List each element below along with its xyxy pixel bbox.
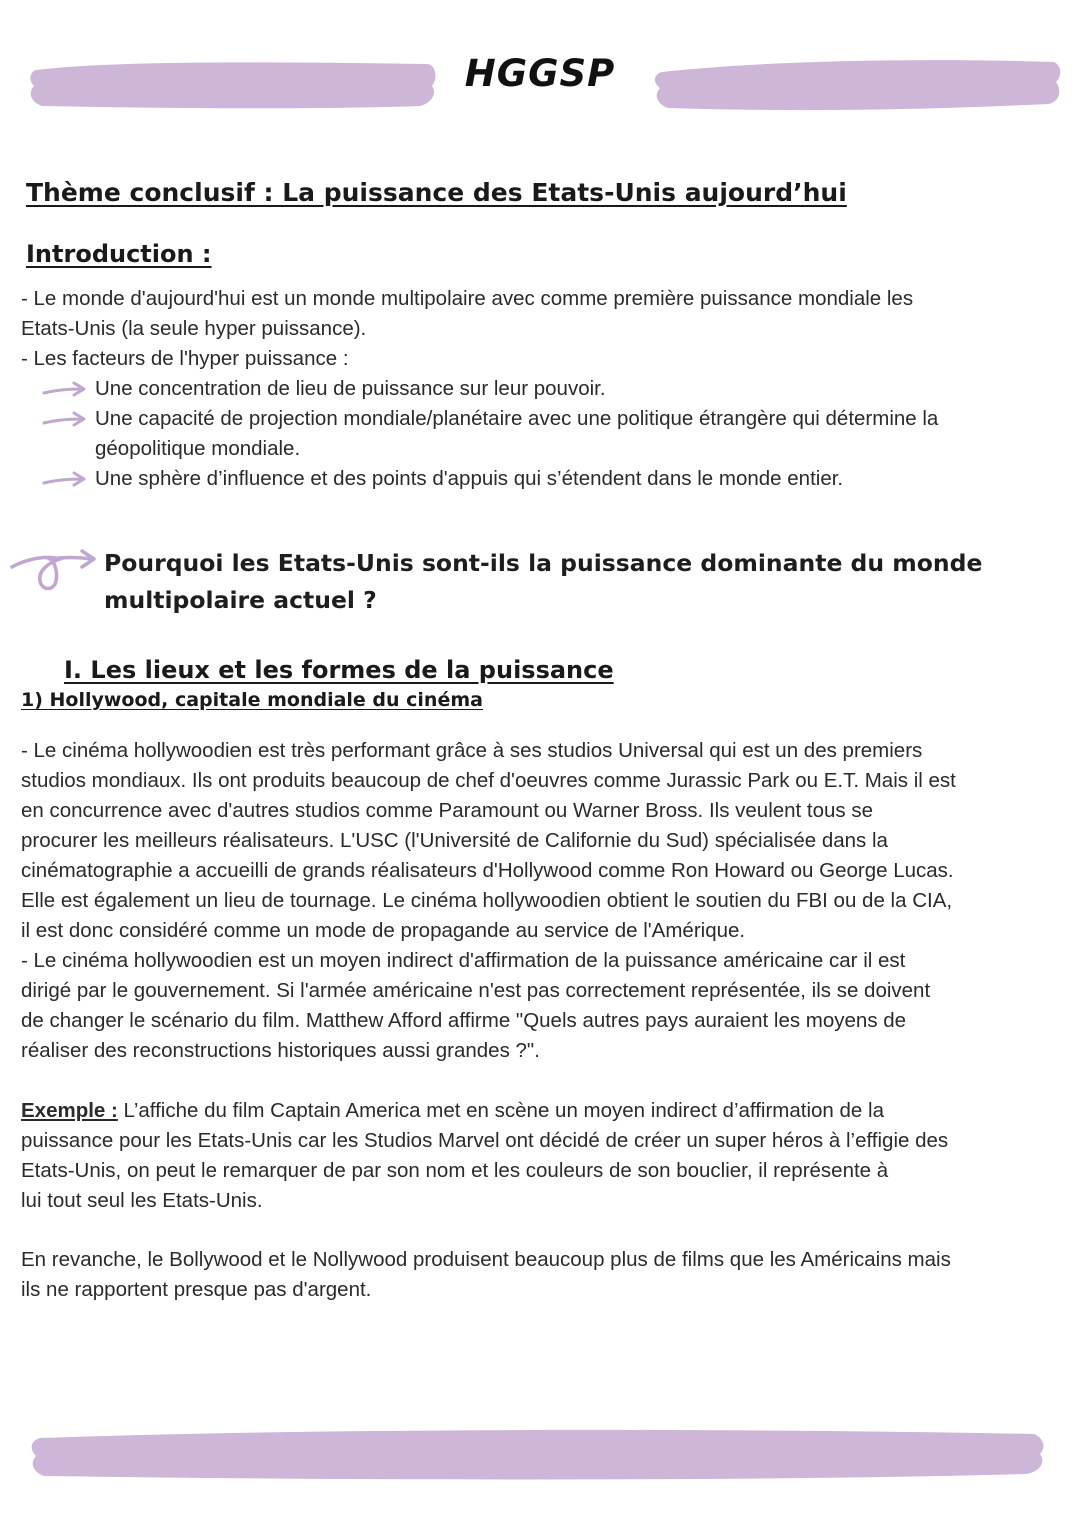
paragraph-bollywood bbox=[21, 1245, 951, 1305]
intro-line-1a: - Le monde d'aujourd'hui est un monde multipolaire avec comme première puissance mondiale les bbox=[21, 287, 914, 310]
paragraph-line: En revanche, le Bollywood et le Nollywood produisent beaucoup plus de films que les Américains mais bbox=[21, 1248, 951, 1271]
paragraph-line: puissance pour les Etats-Unis car les Studios Marvel ont décidé de créer un super héros à l’effigie des bbox=[21, 1129, 949, 1152]
example-label: Exemple : bbox=[21, 1099, 118, 1122]
paragraph-line: lui tout seul les Etats-Unis. bbox=[21, 1189, 263, 1212]
paragraph-line: en concurrence avec d'autres studios comme Paramount ou Warner Bross. Ils veulent tous se bbox=[21, 799, 874, 822]
question-line-2: multipolaire actuel ? bbox=[104, 586, 377, 614]
example-paragraph bbox=[21, 1096, 948, 1216]
paragraph-hollywood bbox=[21, 736, 956, 1066]
bullet-arrow-icon bbox=[42, 410, 88, 430]
section-heading: I. Les lieux et les formes de la puissance bbox=[64, 656, 614, 684]
header-brush-stroke-right bbox=[652, 56, 1064, 114]
bullet-arrow-icon bbox=[42, 380, 88, 400]
paragraph-line: Elle est également un lieu de tournage. Le cinéma hollywoodien obtient le soutien du FBI ou de la CIA, bbox=[21, 889, 953, 912]
intro-bullet-2: Une capacité de projection mondiale/planétaire avec une politique étrangère qui détermine la bbox=[95, 407, 939, 430]
paragraph-line: - Le cinéma hollywoodien est très performant grâce à ses studios Universal qui est un des premiers bbox=[21, 739, 923, 762]
intro-heading: Introduction : bbox=[26, 240, 212, 268]
page-title: HGGSP bbox=[464, 52, 616, 95]
paragraph-line: studios mondiaux. Ils ont produits beaucoup de chef d'oeuvres comme Jurassic Park ou E.T. Mais il est bbox=[21, 769, 956, 792]
paragraph-line: dirigé par le gouvernement. Si l'armée américaine n'est pas correctement représentée, ils se doivent bbox=[21, 979, 931, 1002]
paragraph-line: procurer les meilleurs réalisateurs. L'USC (l'Université de Californie du Sud) spécialisée dans la bbox=[21, 829, 888, 852]
paragraph-line: il est donc considéré comme un mode de propagande au service de l'Amérique. bbox=[21, 919, 746, 942]
intro-bullet-1: Une concentration de lieu de puissance sur leur pouvoir. bbox=[95, 377, 606, 400]
example-line-1: L’affiche du film Captain America met en scène un moyen indirect d’affirmation de la bbox=[117, 1099, 884, 1122]
paragraph-line: cinématographie a accueilli de grands réalisateurs d'Hollywood comme Ron Howard ou George Lucas. bbox=[21, 859, 954, 882]
intro-bullet-3: Une sphère d’influence et des points d'appuis qui s’étendent dans le monde entier. bbox=[95, 467, 844, 490]
swirl-arrow-icon bbox=[8, 545, 100, 601]
intro-line-1b: Etats-Unis (la seule hyper puissance). bbox=[21, 317, 367, 340]
paragraph-line: - Le cinéma hollywoodien est un moyen indirect d'affirmation de la puissance américaine car il est bbox=[21, 949, 906, 972]
problematic-question bbox=[104, 545, 1004, 619]
paragraph-line: de changer le scénario du film. Matthew Afford affirme "Quels autres pays auraient les moyens de bbox=[21, 1009, 907, 1032]
bullet-arrow-icon bbox=[42, 470, 88, 490]
header-brush-stroke-left bbox=[28, 56, 440, 112]
intro-bullet-2-continued: géopolitique mondiale. bbox=[95, 437, 301, 460]
intro-line-2: - Les facteurs de l'hyper puissance : bbox=[21, 347, 349, 370]
paragraph-line: Etats-Unis, on peut le remarquer de par son nom et les couleurs de son bouclier, il représente à bbox=[21, 1159, 889, 1182]
footer-brush-stroke bbox=[28, 1426, 1048, 1482]
paragraph-line: réaliser des reconstructions historiques aussi grandes ?". bbox=[21, 1039, 540, 1062]
question-line-1: Pourquoi les Etats-Unis sont-ils la puissance dominante du monde bbox=[104, 549, 983, 577]
theme-heading: Thème conclusif : La puissance des Etats-Unis aujourd’hui bbox=[26, 178, 847, 207]
subsection-heading: 1) Hollywood, capitale mondiale du cinéma bbox=[21, 689, 483, 711]
paragraph-line: ils ne rapportent presque pas d'argent. bbox=[21, 1278, 372, 1301]
